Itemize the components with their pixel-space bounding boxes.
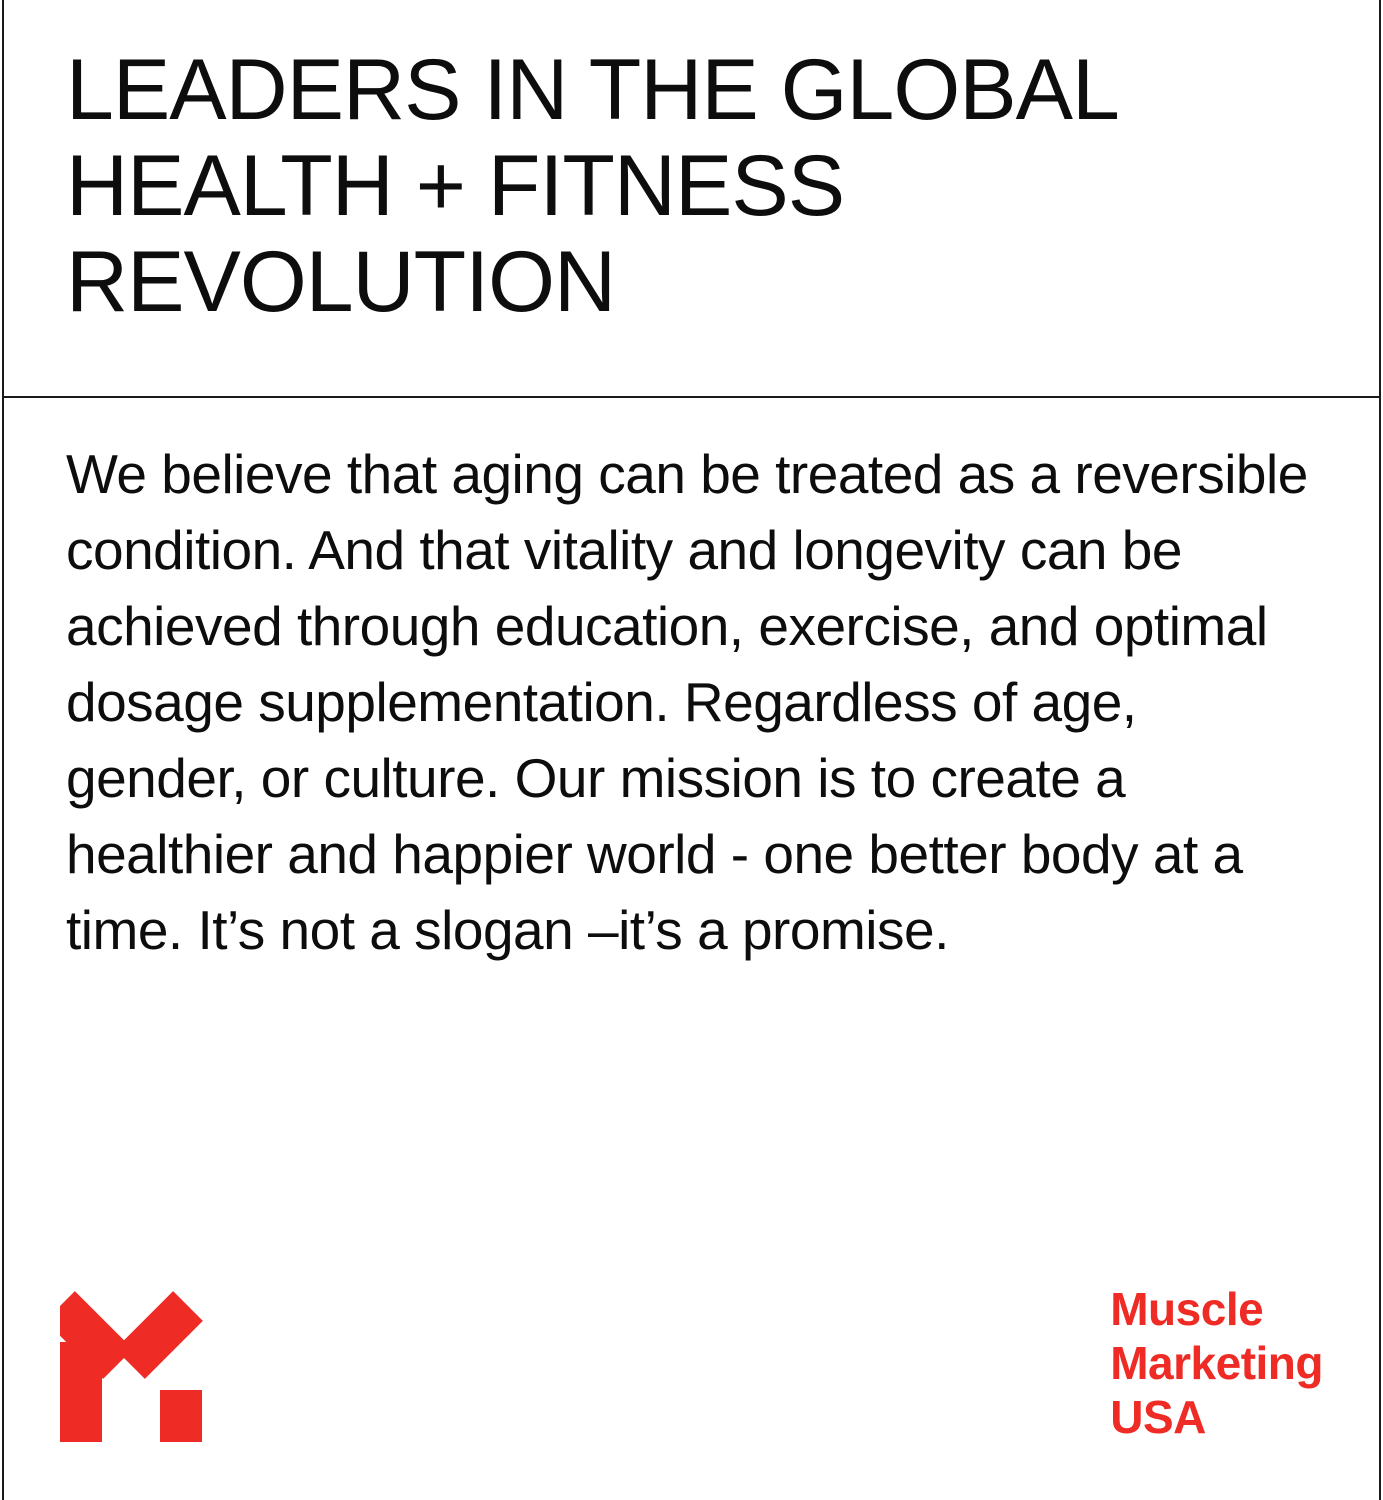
m-logo-icon (60, 1282, 230, 1442)
frame-left-border (2, 0, 4, 1500)
body-block (66, 436, 1326, 968)
wordmark-line-3: USA (1110, 1391, 1206, 1443)
mission-statement-text: We believe that aging can be treated as a reversible condition. And that vitality and longevity can be achieved through education, exercise, and optimal dosage supplementation. Regardless of age, gender, or culture. Our mission is to create a healthier and happier world - one better body at a time. It’s not a slogan –it’s a promise. (66, 443, 1308, 961)
headline-block (66, 42, 1306, 330)
logo-mark (60, 1282, 230, 1442)
brand-wordmark (1110, 1282, 1323, 1444)
wordmark-line-2: Marketing (1110, 1337, 1323, 1389)
wordmark-line-1: Muscle (1110, 1283, 1264, 1335)
page-title: LEADERS IN THE GLOBAL HEALTH + FITNESS REVOLUTION (66, 42, 1116, 330)
frame-horizontal-divider (2, 396, 1381, 398)
frame-right-border (1379, 0, 1381, 1500)
